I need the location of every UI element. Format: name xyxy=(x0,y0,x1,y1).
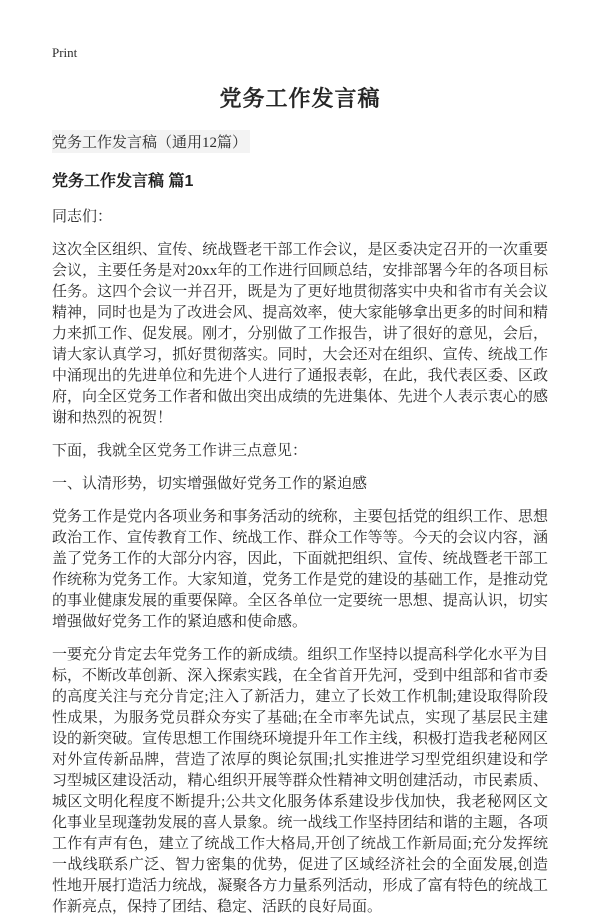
salutation: 同志们： xyxy=(52,209,113,225)
paragraph-party-work-definition: 党务工作是党内各项业务和事务活动的统称，主要包括党的组织工作、思想政治工作、宣传教育工作、统战工作、群众工作等等。今天的会议内容，涵盖了党务工作的大部分内容，因此，下面就把组织、宣传、统战暨老干部工作统称为党务工作。大家知道，党务工作是党的建设的基础工作，是推动党的事业健康发展的重要保障。全区各单位一定要统一思想、提高认识，切实增强做好党务工作的紧迫感和使命感。 xyxy=(52,509,548,630)
document-subtitle-row xyxy=(52,130,548,153)
paragraph-last-year-achievements: 一要充分肯定去年党务工作的新成绩。组织工作坚持以提高科学化水平为目标，不断改革创新、深入探索实践，在全省首开先河，受到中组部和省市委的高度关注与充分肯定;注入了新活力，建立了长效工作机制;建设取得阶段性成果，为服务党员群众夯实了基础;在全市率先试点，实现了基层民主建设的新突破。宣传思想工作围绕环境提升年工作主线，积极打造我老秘网区对外宣传新品牌，营造了浓厚的舆论氛围;扎实推进学习型党组织建设和学习型城区建设活动，精心组织开展等群众性精神文明创建活动，市民素质、城区文明化程度不断提升;公共文化服务体系建设步伐加快，我老秘网区文化事业呈现蓬勃发展的喜人景象。统一战线工作坚持团结和谐的主题，各项工作有声有色，建立了统战工作大格局,开创了统战工作新局面;充分发挥统一战线联系广泛、智力密集的优势，促进了区域经济社会的全面发展,创造性地开展打造活力统战，凝聚各方力量系列活动，形成了富有特色的统战工作新亮点，保持了团结、稳定、活跃的良好局面。 xyxy=(52,647,548,915)
print-link[interactable]: Print xyxy=(52,45,78,60)
paragraph-meeting-overview: 这次全区组织、宣传、统战暨老干部工作会议，是区委决定召开的一次重要会议，主要任务是对20xx年的工作进行回顾总结，安排部署今年的各项目标任务。这四个会议一并召开，既是为了更好地贯彻落实中央和省市有关会议精神，同时也是为了改进会风、提高效率，使大家能够拿出更多的时间和精力来抓工作、促发展。刚才，分别做了工作报告，讲了很好的意见，会后，请大家认真学习，抓好贯彻落实。同时，大会还对在组织、宣传、统战工作中涌现出的先进单位和先进个人进行了通报表彰，在此，我代表区委、区政府，向全区党务工作者和做出突出成绩的先进集体、先进个人表示衷心的感谢和热烈的祝贺！ xyxy=(52,242,548,426)
page-title: 党务工作发言稿 xyxy=(219,86,381,111)
document-body xyxy=(52,207,548,918)
paragraph-point-one-heading: 一、认清形势，切实增强做好党务工作的紧迫感 xyxy=(52,476,368,492)
document-subtitle: 党务工作发言稿（通用12篇） xyxy=(52,130,250,153)
section-heading-part1: 党务工作发言稿 篇1 xyxy=(52,173,194,190)
paragraph-three-points-intro: 下面，我就全区党务工作讲三点意见： xyxy=(52,443,308,459)
